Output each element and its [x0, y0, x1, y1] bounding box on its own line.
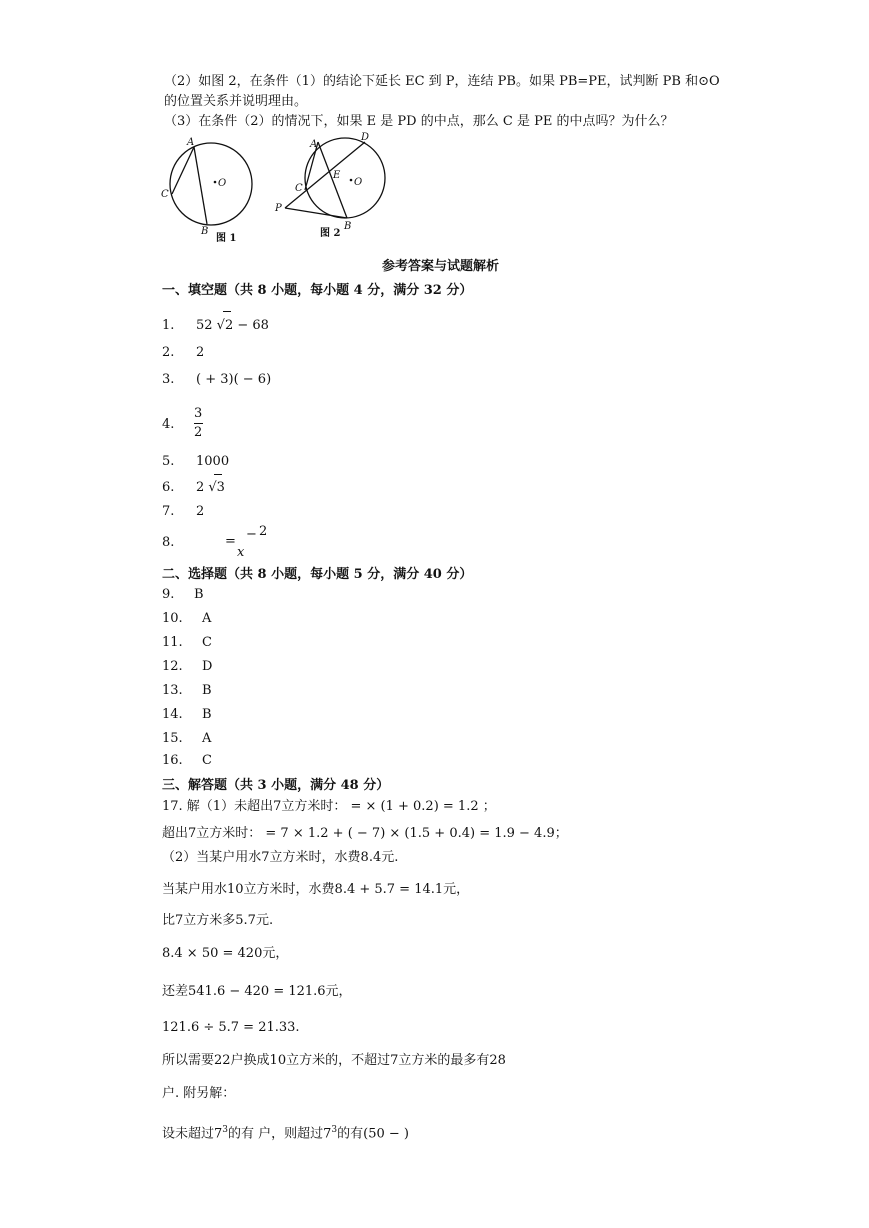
fig2-label-p: P [275, 203, 282, 214]
sqrt-overline [214, 474, 222, 475]
s1-num-7: 7. [162, 504, 175, 519]
s1-ans-4-top: 3 [194, 406, 203, 421]
figure-1 [158, 134, 262, 246]
s2-num: 16. [162, 753, 183, 768]
fig2-label-a: A [310, 139, 318, 150]
s2-ans: D [202, 659, 213, 674]
problem-q3: （3）在条件（2）的情况下，如果 E 是 PD 的中点，那么 C 是 PE 的中点吗？为什么？ [164, 114, 674, 129]
s3-last-line [162, 1122, 409, 1142]
section1-heading: 一、填空题（共 8 小题，每小题 4 分，满分 32 分） [162, 283, 473, 298]
s2-ans: C [202, 635, 212, 650]
section2-heading: 二、选择题（共 8 小题，每小题 5 分，满分 40 分） [162, 567, 473, 582]
s2-num: 11. [162, 635, 183, 650]
fig1-label-o: O [218, 178, 227, 189]
s3-line: 所以需要22户换成10立方米的，不超过7立方米的最多有28 [162, 1053, 506, 1068]
s1-ans-8-minus: − [246, 527, 257, 542]
s1-ans-5: 1000 [196, 454, 230, 469]
s2-ans: B [194, 587, 204, 602]
fig2-label-c: C [295, 183, 303, 194]
s2-ans: A [202, 611, 212, 626]
s3-sup1: 3 [222, 1125, 229, 1135]
s2-ans: B [202, 683, 212, 698]
s3-line: 户. 附另解： [162, 1086, 236, 1101]
problem-q2-line2: 的位置关系并说明理由。 [164, 94, 308, 109]
s3-line: 121.6 ÷ 5.7 = 21.33. [162, 1020, 300, 1035]
fig2-caption: 图 2 [320, 228, 341, 239]
s2-num: 15. [162, 731, 183, 746]
figure-2 [272, 130, 392, 244]
s3-sup2: 3 [331, 1125, 338, 1135]
fig1-label-a: A [187, 137, 195, 148]
s3-last-b: 的有 户，则超过7 [228, 1126, 332, 1142]
fig1-label-c: C [161, 189, 169, 200]
problem-q2-line1: （2）如图 2，在条件（1）的结论下延长 EC 到 P，连结 PB。如果 PB=PE，试判断 PB 和⊙O [164, 74, 720, 89]
fraction-bar [194, 423, 203, 424]
s3-last-c: 的有(50 − ) [337, 1126, 409, 1142]
s1-ans-8-eq: = [225, 534, 236, 549]
s1-num-8: 8. [162, 535, 175, 550]
s1-num-1: 1. [162, 318, 175, 333]
s1-num-2: 2. [162, 345, 175, 360]
fig2-label-e: E [333, 170, 341, 181]
s1-num-3: 3. [162, 372, 175, 387]
s3-line: 比7立方米多5.7元. [162, 913, 274, 928]
s3-last-a: 设未超过7 [162, 1126, 223, 1142]
s3-line: 8.4 × 50 = 420元， [162, 946, 289, 961]
s3-line: 超出7立方米时： = 7 × 1.2 + ( − 7) × (1.5 + 0.4) = 1.9 − 4.9； [162, 826, 568, 841]
fig1-label-b: B [201, 226, 209, 237]
s2-num: 12. [162, 659, 183, 674]
s3-line: 17. 解（1）未超出7立方米时： = × (1 + 0.2) = 1.2 ； [162, 799, 496, 814]
s1-ans-8-top: 2 [259, 524, 268, 539]
s1-ans-8-bottom: x [237, 545, 245, 560]
s1-ans-6: 2 √3 [196, 480, 225, 495]
s2-ans: A [202, 731, 212, 746]
fig2-label-b: B [344, 221, 352, 232]
fig2-label-o: O [354, 177, 363, 188]
s1-num-6: 6. [162, 480, 175, 495]
answers-title: 参考答案与试题解析 [382, 259, 500, 274]
s1-ans-1: 52 √2 − 68 [196, 318, 269, 333]
s2-ans: C [202, 753, 212, 768]
s1-num-5: 5. [162, 454, 175, 469]
s2-num: 14. [162, 707, 183, 722]
s1-ans-7: 2 [196, 504, 205, 519]
s2-num: 9. [162, 587, 175, 602]
s1-num-4: 4. [162, 417, 175, 432]
s1-ans-3: ( + 3)( − 6) [196, 372, 272, 387]
s3-line: 当某户用水10立方米时，水费8.4 + 5.7 = 14.1元， [162, 882, 470, 897]
s3-line: 还差541.6 − 420 = 121.6元， [162, 984, 352, 999]
s2-num: 10. [162, 611, 183, 626]
s3-line: （2）当某户用水7立方米时，水费8.4元. [162, 850, 399, 865]
s1-ans-2: 2 [196, 345, 205, 360]
fig1-caption: 图 1 [216, 233, 237, 244]
s2-num: 13. [162, 683, 183, 698]
fig2-label-d: D [361, 132, 370, 143]
s1-ans-4-bottom: 2 [194, 425, 203, 440]
s2-ans: B [202, 707, 212, 722]
sqrt-overline [223, 311, 231, 312]
section3-heading: 三、解答题（共 3 小题，满分 48 分） [162, 778, 390, 793]
